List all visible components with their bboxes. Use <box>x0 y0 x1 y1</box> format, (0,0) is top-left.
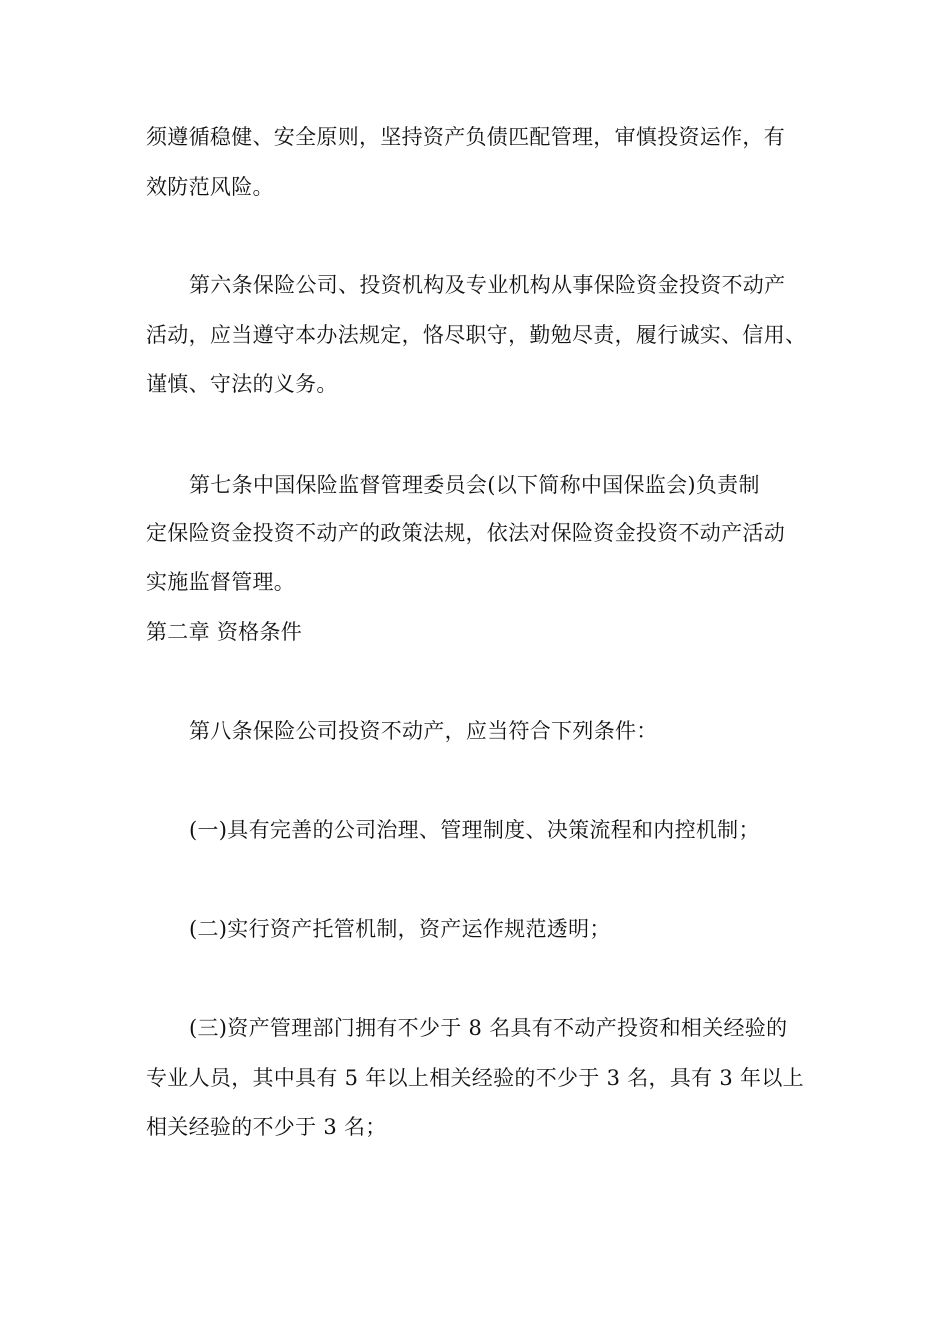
article-6-line: 谨慎、守法的义务。 <box>146 372 338 396</box>
article-6-line: 第六条保险公司、投资机构及专业机构从事保险资金投资不动产 <box>189 273 786 297</box>
article-6-line: 活动，应当遵守本办法规定，恪尽职守，勤勉尽责，履行诚实、信用、 <box>146 323 807 347</box>
list-item: (三)资产管理部门拥有不少于 8 名具有不动产投资和相关经验的 <box>189 1016 788 1040</box>
paragraph-line: 须遵循稳健、安全原则，坚持资产负债匹配管理，审慎投资运作，有 <box>146 125 785 149</box>
list-item: 相关经验的不少于 3 名； <box>146 1115 387 1139</box>
article-7-line: 实施监督管理。 <box>146 570 296 594</box>
chapter-heading: 第二章 资格条件 <box>146 620 303 644</box>
article-7-line: 定保险资金投资不动产的政策法规，依法对保险资金投资不动产活动 <box>146 521 785 545</box>
list-item: 专业人员，其中具有 5 年以上相关经验的不少于 3 名，具有 3 年以上 <box>146 1066 804 1090</box>
article-7-line: 第七条中国保险监督管理委员会(以下简称中国保监会)负责制 <box>189 473 760 497</box>
list-item: (二)实行资产托管机制，资产运作规范透明； <box>189 917 611 941</box>
article-8-line: 第八条保险公司投资不动产，应当符合下列条件： <box>189 719 658 743</box>
list-item: (一)具有完善的公司治理、管理制度、决策流程和内控机制； <box>189 818 760 842</box>
paragraph-line: 效防范风险。 <box>146 175 274 199</box>
